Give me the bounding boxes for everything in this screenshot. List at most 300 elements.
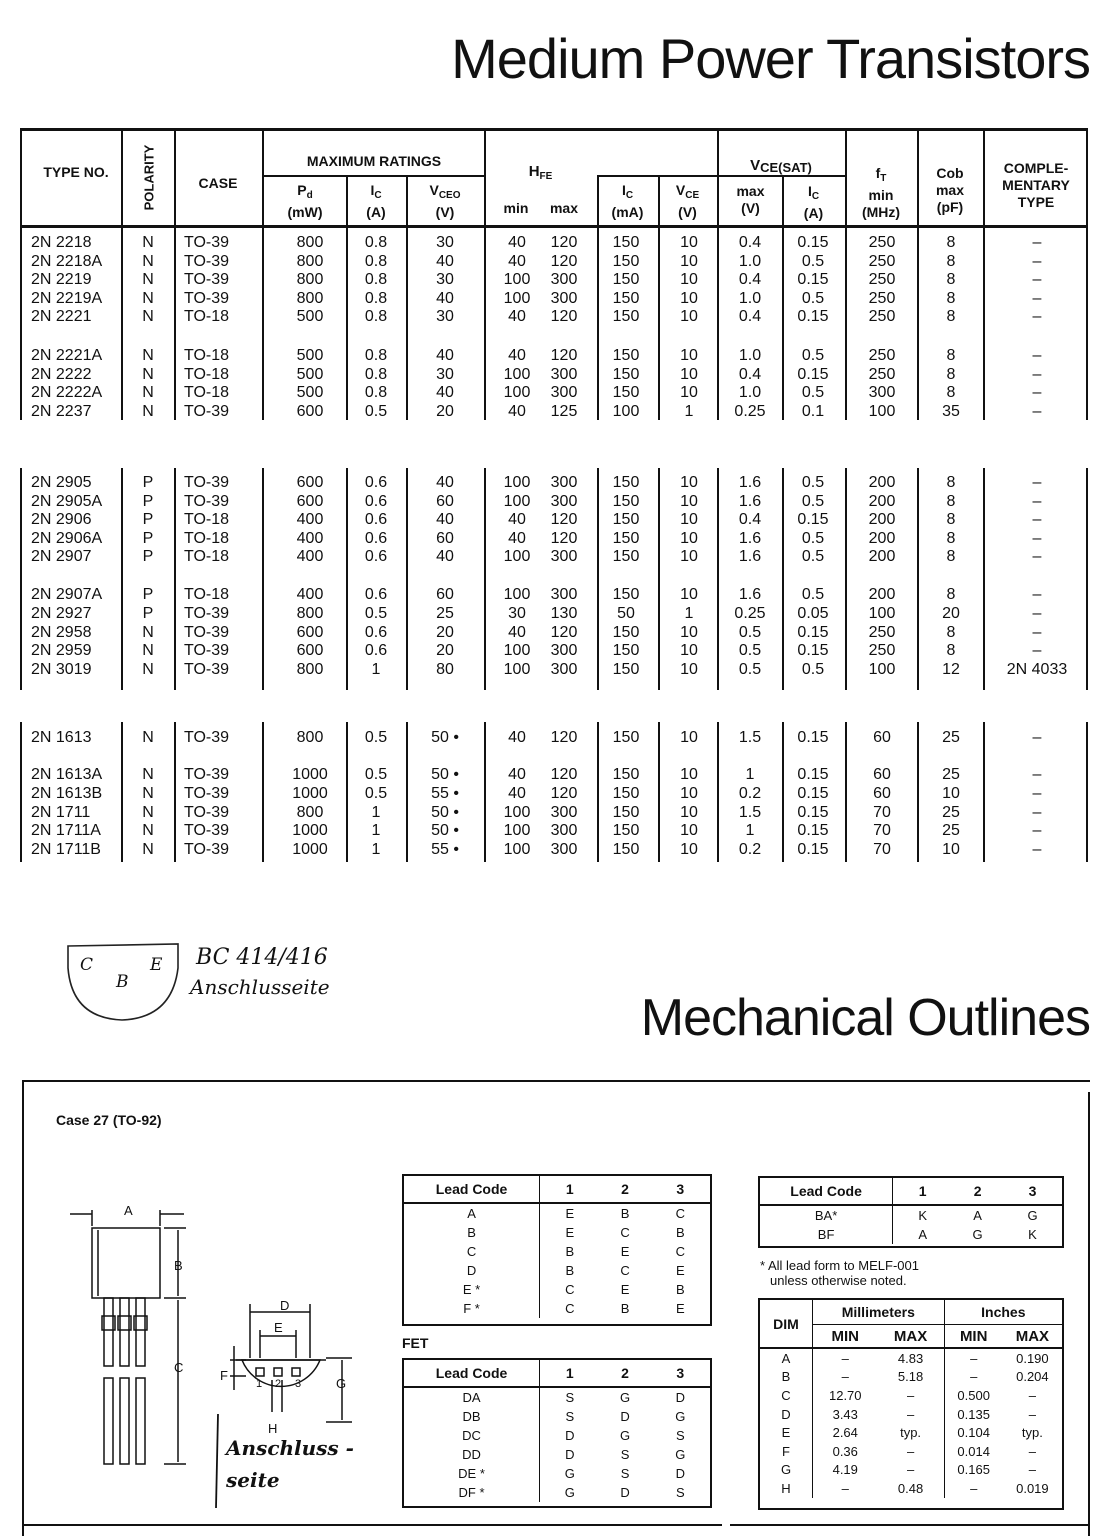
- table-cell: 250: [868, 365, 896, 383]
- table-cell: 1.0: [738, 289, 762, 307]
- table-cell: –: [1032, 766, 1042, 783]
- table-cell: –: [1032, 529, 1042, 547]
- lead-header-cell: 2: [952, 1178, 1003, 1205]
- dim-row: [760, 1461, 1062, 1480]
- table-cell: 100: [612, 402, 640, 420]
- lead-cell: S: [565, 1409, 575, 1424]
- table-cell: N: [142, 402, 154, 420]
- table-cell: 1.5: [738, 729, 762, 746]
- dimension-table: [758, 1298, 1064, 1510]
- table-cell: –: [1032, 492, 1042, 510]
- table-cell: 120: [550, 784, 578, 802]
- table-cell: 30: [436, 365, 454, 383]
- table-cell: 8: [946, 347, 956, 364]
- header-vcesat-max: max (V): [736, 183, 765, 216]
- table-cell: 1.6: [738, 529, 762, 547]
- table-cell: TO-18: [184, 365, 230, 383]
- table-cell: 150: [612, 729, 640, 746]
- table-cell: 50 •: [431, 729, 459, 746]
- table-cell: 120: [550, 729, 578, 746]
- lead-row: [404, 1387, 710, 1407]
- lead-cell: A: [973, 1208, 982, 1223]
- col-rule: [1086, 128, 1088, 228]
- table-cell: 800: [296, 271, 324, 289]
- table-cell: 12: [942, 661, 960, 679]
- table-cell: 60: [436, 492, 454, 510]
- table-row: [0, 841, 1108, 860]
- table-cell: 30: [436, 234, 454, 251]
- table-cell: 120: [550, 529, 578, 547]
- dim-cell: typ.: [878, 1423, 945, 1442]
- dim-cell: –: [878, 1461, 945, 1480]
- table-cell: 70: [873, 803, 891, 821]
- table-cell: 120: [550, 252, 578, 270]
- table-cell: P: [142, 492, 154, 510]
- header-vceo: $V_{CEO}$ (V): [429, 182, 461, 220]
- table-cell: 50: [617, 604, 635, 622]
- lead-cell: B: [565, 1244, 575, 1259]
- table-cell: 150: [612, 841, 640, 859]
- table-cell: 0.8: [364, 308, 388, 326]
- table-cell: 100: [503, 289, 531, 307]
- lead-cell: G: [564, 1485, 575, 1500]
- table-cell: 40: [436, 252, 454, 270]
- lead-row: [404, 1261, 710, 1280]
- lead-header-cell: Lead Code: [404, 1176, 540, 1203]
- table-cell: 8: [946, 234, 956, 251]
- table-cell: 150: [612, 474, 640, 491]
- table-cell: 200: [868, 474, 896, 491]
- table-cell: 100: [868, 402, 896, 420]
- lead-header-cell: 3: [1003, 1178, 1062, 1205]
- dim-label-d: D: [280, 1298, 290, 1313]
- table-cell: 10: [680, 511, 698, 529]
- header-vcesat: VCE(SAT): [750, 157, 812, 175]
- table-row: [0, 729, 1108, 748]
- table-cell: 0.5: [801, 252, 825, 270]
- dim-cell: A: [760, 1348, 813, 1368]
- table-cell: 120: [550, 234, 578, 251]
- dim-cell: –: [878, 1405, 945, 1424]
- table-cell: 10: [680, 474, 698, 491]
- table-cell: 2N 3019: [31, 661, 92, 679]
- table-cell: 150: [612, 492, 640, 510]
- table-cell: –: [1032, 252, 1042, 270]
- table-cell: 250: [868, 347, 896, 364]
- table-cell: –: [1032, 271, 1042, 289]
- table-cell: 800: [296, 729, 324, 746]
- table-cell: 120: [550, 347, 578, 364]
- lead-row: [404, 1407, 710, 1426]
- table-cell: 0.25: [734, 604, 766, 622]
- table-cell: N: [142, 623, 154, 641]
- table-cell: 0.15: [797, 642, 829, 660]
- table-cell: 0.15: [797, 511, 829, 529]
- table-cell: 50 •: [431, 766, 459, 783]
- table-cell: 0.8: [364, 252, 388, 270]
- lead-cell: B: [404, 1223, 540, 1242]
- table-cell: 40: [436, 347, 454, 364]
- table-cell: 10: [680, 289, 698, 307]
- dim-cell: 5.18: [878, 1368, 945, 1387]
- table-cell: 0.5: [364, 402, 388, 420]
- table-cell: 10: [680, 234, 698, 251]
- table-cell: 25: [942, 729, 960, 746]
- table-cell: 300: [550, 474, 578, 491]
- dim-cell: 0.104: [957, 1425, 990, 1441]
- lead-cell: A: [918, 1227, 928, 1242]
- table-cell: 800: [296, 289, 324, 307]
- table-cell: 0.15: [797, 271, 829, 289]
- table-row: [0, 474, 1108, 493]
- lead-cell: S: [675, 1428, 685, 1443]
- table-cell: 0.15: [797, 766, 829, 783]
- lead-cell: DC: [404, 1426, 540, 1445]
- table-cell: 400: [296, 529, 324, 547]
- table-cell: 10: [680, 308, 698, 326]
- table-cell: 40: [508, 729, 526, 746]
- table-cell: 0.15: [797, 803, 829, 821]
- table-cell: –: [1032, 822, 1042, 840]
- table-cell: 8: [946, 642, 956, 660]
- table-row: [0, 642, 1108, 661]
- lead-cell: G: [675, 1409, 686, 1424]
- lead-cell: E: [620, 1282, 630, 1297]
- table-cell: N: [142, 729, 154, 746]
- table-top-rule: [20, 128, 1088, 131]
- table-cell: 0.5: [801, 289, 825, 307]
- lead-cell: C: [620, 1263, 630, 1278]
- table-cell: 60: [873, 729, 891, 746]
- table-cell: 2N 1711: [31, 803, 91, 821]
- table-cell: 800: [296, 661, 324, 679]
- table-cell: –: [1032, 511, 1042, 529]
- lead-cell: G: [972, 1227, 983, 1242]
- table-cell: 8: [946, 548, 956, 566]
- table-cell: 500: [296, 347, 324, 364]
- table-cell: 500: [296, 384, 324, 402]
- table-cell: 300: [550, 841, 578, 859]
- table-cell: 40: [508, 784, 526, 802]
- table-cell: TO-39: [184, 642, 230, 660]
- lead-cell: B: [565, 1263, 575, 1278]
- table-cell: 25: [436, 604, 454, 622]
- table-cell: 10: [942, 841, 960, 859]
- table-cell: 2N 2221A: [31, 347, 103, 364]
- table-cell: 2N 2218A: [31, 252, 103, 270]
- table-cell: 150: [612, 803, 640, 821]
- table-cell: 150: [612, 271, 640, 289]
- table-cell: –: [1032, 586, 1042, 603]
- table-cell: 2N 2221: [31, 308, 92, 326]
- table-cell: 150: [612, 784, 640, 802]
- table-cell: N: [142, 384, 154, 402]
- dim-cell: –: [878, 1386, 945, 1405]
- table-cell: 10: [680, 822, 698, 840]
- table-cell: 0.15: [797, 784, 829, 802]
- table-cell: N: [142, 766, 154, 783]
- table-cell: 0.6: [364, 642, 388, 660]
- table-cell: 40: [508, 766, 526, 783]
- table-cell: TO-18: [184, 308, 230, 326]
- lead-code-table-3: [758, 1176, 1064, 1248]
- table-cell: –: [1032, 803, 1042, 821]
- lead-cell: G: [619, 1390, 631, 1405]
- table-cell: 1: [371, 803, 381, 821]
- dim-row: [760, 1405, 1062, 1424]
- table-cell: 60: [873, 766, 891, 783]
- table-cell: 50 •: [431, 803, 459, 821]
- dim-cell: MIN: [944, 1325, 1003, 1349]
- table-cell: 0.4: [738, 308, 762, 326]
- table-cell: 200: [868, 586, 896, 603]
- dim-cell: –: [970, 1480, 978, 1496]
- table-cell: 0.15: [797, 822, 829, 840]
- table-cell: 0.5: [801, 492, 825, 510]
- table-cell: 0.8: [364, 347, 388, 364]
- lead-cell: B: [675, 1225, 685, 1240]
- table-cell: 2N 2219: [31, 271, 92, 289]
- lead-cell: D: [675, 1390, 685, 1405]
- table-cell: 100: [503, 841, 531, 859]
- dim-cell: –: [841, 1369, 849, 1385]
- table-cell: –: [1032, 729, 1042, 746]
- table-cell: 300: [550, 822, 578, 840]
- lead-cell: G: [675, 1447, 686, 1462]
- table-row: [0, 605, 1108, 624]
- table-row: [0, 530, 1108, 549]
- dim-row: [760, 1386, 1062, 1405]
- table-cell: N: [142, 642, 154, 660]
- lead-header-cell: 3: [651, 1360, 710, 1387]
- table-cell: 0.8: [364, 384, 388, 402]
- dim-cell: 2.64: [832, 1425, 858, 1441]
- table-cell: 40: [508, 402, 526, 420]
- table-cell: TO-39: [184, 803, 230, 821]
- table-cell: 25: [942, 803, 960, 821]
- table-row: [0, 586, 1108, 605]
- table-cell: TO-39: [184, 766, 230, 783]
- mech-box-bottom-right: [730, 1524, 1090, 1526]
- table-cell: 40: [436, 289, 454, 307]
- table-row: [0, 290, 1108, 309]
- table-cell: 300: [868, 384, 896, 402]
- table-cell: 10: [680, 586, 698, 603]
- table-cell: TO-39: [184, 661, 230, 679]
- table-cell: 55 •: [431, 841, 459, 859]
- table-cell: P: [142, 474, 154, 491]
- dim-cell: 0.190: [1016, 1350, 1049, 1366]
- table-cell: 0.6: [364, 474, 388, 491]
- table-cell: 0.5: [364, 784, 388, 802]
- lead-row: [404, 1280, 710, 1299]
- table-cell: 70: [873, 822, 891, 840]
- table-row: [0, 785, 1108, 804]
- header-complementary: COMPLE-MENTARY TYPE: [1002, 160, 1070, 210]
- table-cell: 20: [942, 604, 960, 622]
- table-cell: 300: [550, 271, 578, 289]
- table-cell: TO-39: [184, 402, 230, 420]
- table-cell: 120: [550, 511, 578, 529]
- table-cell: 250: [868, 271, 896, 289]
- dim-label-e: E: [274, 1320, 283, 1335]
- table-cell: N: [142, 841, 154, 859]
- table-cell: –: [1032, 604, 1042, 622]
- table-cell: 40: [508, 511, 526, 529]
- table-cell: 10: [680, 623, 698, 641]
- handwritten-side-note: Anschlusseite: [190, 975, 330, 999]
- table-cell: 40: [436, 548, 454, 566]
- table-cell: 150: [612, 308, 640, 326]
- table-cell: 2N 2905: [31, 474, 92, 491]
- lead-row: [404, 1242, 710, 1261]
- table-cell: 150: [612, 365, 640, 383]
- table-cell: 10: [680, 803, 698, 821]
- table-cell: 1.6: [738, 474, 762, 491]
- lead-cell: S: [620, 1447, 630, 1462]
- table-cell: –: [1032, 623, 1042, 641]
- table-cell: 300: [550, 803, 578, 821]
- table-cell: 0.15: [797, 365, 829, 383]
- table-cell: 2N 2905A: [31, 492, 103, 510]
- table-cell: 1000: [292, 841, 328, 859]
- table-cell: 150: [612, 586, 640, 603]
- table-cell: 8: [946, 529, 956, 547]
- lead-cell: B: [620, 1301, 630, 1316]
- pin-label-3: 3: [295, 1378, 302, 1390]
- lead-code-table-fet: [402, 1358, 712, 1508]
- table-cell: 40: [508, 623, 526, 641]
- lead-cell: E: [620, 1244, 630, 1259]
- table-cell: –: [1032, 841, 1042, 859]
- table-cell: TO-39: [184, 271, 230, 289]
- table-row: [0, 271, 1108, 290]
- table-cell: 0.1: [801, 402, 825, 420]
- table-cell: 150: [612, 822, 640, 840]
- table-cell: 0.5: [364, 766, 388, 783]
- dim-cell: F: [760, 1442, 813, 1461]
- table-cell: 10: [680, 384, 698, 402]
- table-cell: TO-39: [184, 252, 230, 270]
- table-cell: 1000: [292, 784, 328, 802]
- table-cell: 0.5: [801, 661, 825, 679]
- header-ic-a: $I_C$ (A): [803, 183, 824, 221]
- table-cell: 0.15: [797, 729, 829, 746]
- table-cell: N: [142, 308, 154, 326]
- table-cell: 150: [612, 511, 640, 529]
- table-row: [0, 511, 1108, 530]
- table-cell: 0.8: [364, 289, 388, 307]
- table-row: [0, 822, 1108, 841]
- to92-outline-drawing: [60, 1190, 380, 1520]
- table-cell: 1000: [292, 766, 328, 783]
- table-cell: 250: [868, 252, 896, 270]
- dim-cell: E: [760, 1423, 813, 1442]
- table-cell: 40: [508, 347, 526, 364]
- handwritten-part-number: BC 414/416: [196, 945, 328, 970]
- lead-row: [404, 1299, 710, 1318]
- table-cell: P: [142, 511, 154, 529]
- table-cell: 2N 2958: [31, 623, 92, 641]
- dim-cell: –: [1028, 1406, 1036, 1422]
- dim-cell: –: [1028, 1443, 1036, 1459]
- table-cell: 800: [296, 234, 324, 251]
- table-cell: 400: [296, 548, 324, 566]
- footnote-line-2: unless otherwise noted.: [770, 1273, 907, 1288]
- table-cell: TO-18: [184, 347, 230, 364]
- table-cell: N: [142, 822, 154, 840]
- table-cell: 100: [503, 642, 531, 660]
- table-cell: 150: [612, 252, 640, 270]
- mechanical-outlines-title: Mechanical Outlines: [640, 989, 1090, 1047]
- table-row: [0, 766, 1108, 785]
- lead-cell: BA*: [760, 1205, 893, 1225]
- table-cell: 1.6: [738, 492, 762, 510]
- table-cell: 0.6: [364, 511, 388, 529]
- header-pd: $P_d$ (mW): [287, 182, 323, 220]
- table-cell: 200: [868, 492, 896, 510]
- table-cell: N: [142, 803, 154, 821]
- table-cell: TO-18: [184, 548, 230, 566]
- table-cell: 0.4: [738, 365, 762, 383]
- table-cell: N: [142, 661, 154, 679]
- table-cell: 600: [296, 623, 324, 641]
- dim-cell: MIN: [813, 1325, 878, 1349]
- dim-row: [760, 1348, 1062, 1368]
- header-ic: $I_C$ (A): [366, 182, 386, 220]
- table-cell: 20: [436, 623, 454, 641]
- table-cell: 1: [371, 841, 381, 859]
- lead-row: [404, 1203, 710, 1223]
- table-cell: 60: [436, 586, 454, 603]
- header-type-no: TYPE NO.: [43, 164, 109, 180]
- table-cell: N: [142, 234, 154, 251]
- table-cell: TO-39: [184, 604, 230, 622]
- dim-cell: G: [760, 1461, 813, 1480]
- table-cell: 150: [612, 623, 640, 641]
- table-cell: 8: [946, 271, 956, 289]
- table-cell: 100: [868, 661, 896, 679]
- dim-cell: 4.19: [832, 1462, 858, 1478]
- dim-cell: 0.500: [957, 1387, 990, 1403]
- lead-cell: F *: [404, 1299, 540, 1318]
- dim-cell: –: [841, 1350, 849, 1366]
- dim-row: [760, 1442, 1062, 1461]
- table-cell: 0.5: [801, 529, 825, 547]
- pin-b-label: B: [116, 972, 129, 992]
- lead-cell: D: [565, 1428, 575, 1443]
- table-cell: 150: [612, 661, 640, 679]
- table-cell: 100: [503, 492, 531, 510]
- dim-row: [760, 1368, 1062, 1387]
- table-cell: 150: [612, 347, 640, 364]
- dim-cell: DIM: [760, 1300, 813, 1348]
- table-cell: 10: [680, 661, 698, 679]
- lead-cell: C: [565, 1301, 575, 1316]
- table-cell: 80: [436, 661, 454, 679]
- lead-row: [404, 1445, 710, 1464]
- table-cell: 1: [745, 822, 755, 840]
- lead-cell: K: [918, 1208, 928, 1223]
- table-cell: 0.15: [797, 841, 829, 859]
- fet-label: FET: [402, 1335, 429, 1351]
- table-cell: 55 •: [431, 784, 459, 802]
- table-cell: 100: [503, 803, 531, 821]
- lead-row: [404, 1223, 710, 1242]
- table-cell: 10: [680, 492, 698, 510]
- table-cell: 10: [680, 271, 698, 289]
- pin-e-label: E: [150, 955, 163, 975]
